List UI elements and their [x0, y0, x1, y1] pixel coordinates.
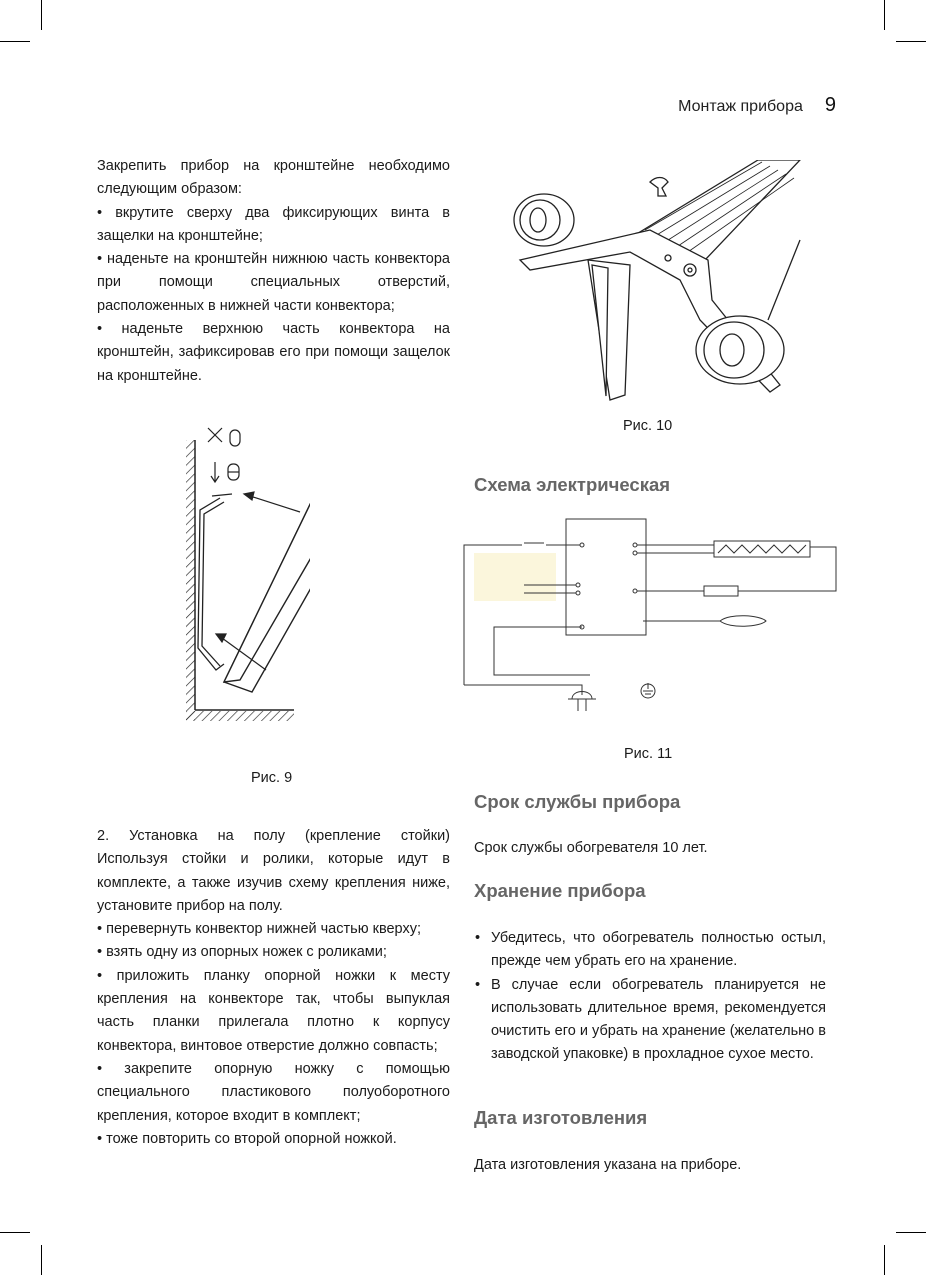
figure-11-caption: Рис. 11: [624, 746, 673, 762]
crop-mark: [41, 1245, 42, 1275]
floor-intro: Используя стойки и ролики, которые идут в комплекте, а также изучив схему крепления ниже, установите прибор на полу.: [97, 851, 450, 914]
floor-step: • взять одну из опорных ножек с роликами;: [97, 944, 387, 961]
floor-step: • перевернуть конвектор нижней частью кверху;: [97, 921, 421, 938]
floor-heading: 2. Установка на полу (крепление стойки): [97, 828, 450, 844]
storage-list: [474, 927, 826, 1067]
crop-mark: [0, 1232, 30, 1233]
crop-mark: [896, 1232, 926, 1233]
crop-mark: [896, 41, 926, 42]
crop-mark: [884, 1245, 885, 1275]
service-life-text: Срок службы обогревателя 10 лет.: [474, 840, 708, 856]
floor-step: • закрепите опорную ножку с помощью специального пластикового полуоборотного крепления, которое входит в комплект;: [97, 1060, 450, 1124]
figure-11-wiring-diagram: [460, 515, 842, 720]
storage-title: Хранение прибора: [474, 880, 646, 901]
figure-9-wall-mount: [180, 420, 310, 725]
bracket-step: • наденьте на кронштейн нижнюю часть конвектора при помощи специальных отверстий, расположенных в нижней части конвектора;: [97, 251, 450, 314]
storage-item: • Убедитесь, что обогреватель полностью остыл, прежде чем убрать его на хранение.: [474, 927, 826, 974]
floor-step: • тоже повторить со второй опорной ножкой.: [97, 1130, 397, 1147]
storage-item: • В случае если обогреватель планируется не использовать длительное время, рекомендуется очистить его и убрать на хранение (желательно в заводской упаковке) в прохладное сухое место.: [474, 974, 826, 1067]
bracket-step: • наденьте верхнюю часть конвектора на кронштейн, зафиксировав его при помощи защелок на кронштейне.: [97, 321, 450, 384]
floor-instructions: [97, 825, 450, 1151]
crop-mark: [41, 0, 42, 30]
bracket-instructions: [97, 155, 450, 388]
page-number: 9: [824, 94, 836, 116]
page-header: [678, 94, 836, 117]
figure-9-caption: Рис. 9: [251, 770, 293, 786]
figure-10-floor-stand: [500, 160, 810, 405]
manufacture-date-text: Дата изготовления указана на приборе.: [474, 1157, 742, 1173]
crop-mark: [0, 41, 30, 42]
figure-10-caption: Рис. 10: [623, 418, 673, 434]
floor-step: • приложить планку опорной ножки к месту крепления на конвекторе так, чтобы выпуклая часть планки прилегала плотно к корпусу конвектора, винтовое отверстие должно совпасть;: [97, 967, 450, 1054]
bracket-step: • вкрутите сверху два фиксирующих винта в защелки на кронштейне;: [97, 204, 450, 244]
bracket-intro: Закрепить прибор на кронштейне необходимо следующим образом:: [97, 158, 450, 198]
manufacture-date-title: Дата изготовления: [474, 1107, 648, 1128]
page-header-title: Монтаж прибора: [678, 98, 803, 115]
schema-title: Схема электрическая: [474, 474, 671, 495]
crop-mark: [884, 0, 885, 30]
service-life-title: Срок службы прибора: [474, 791, 681, 812]
